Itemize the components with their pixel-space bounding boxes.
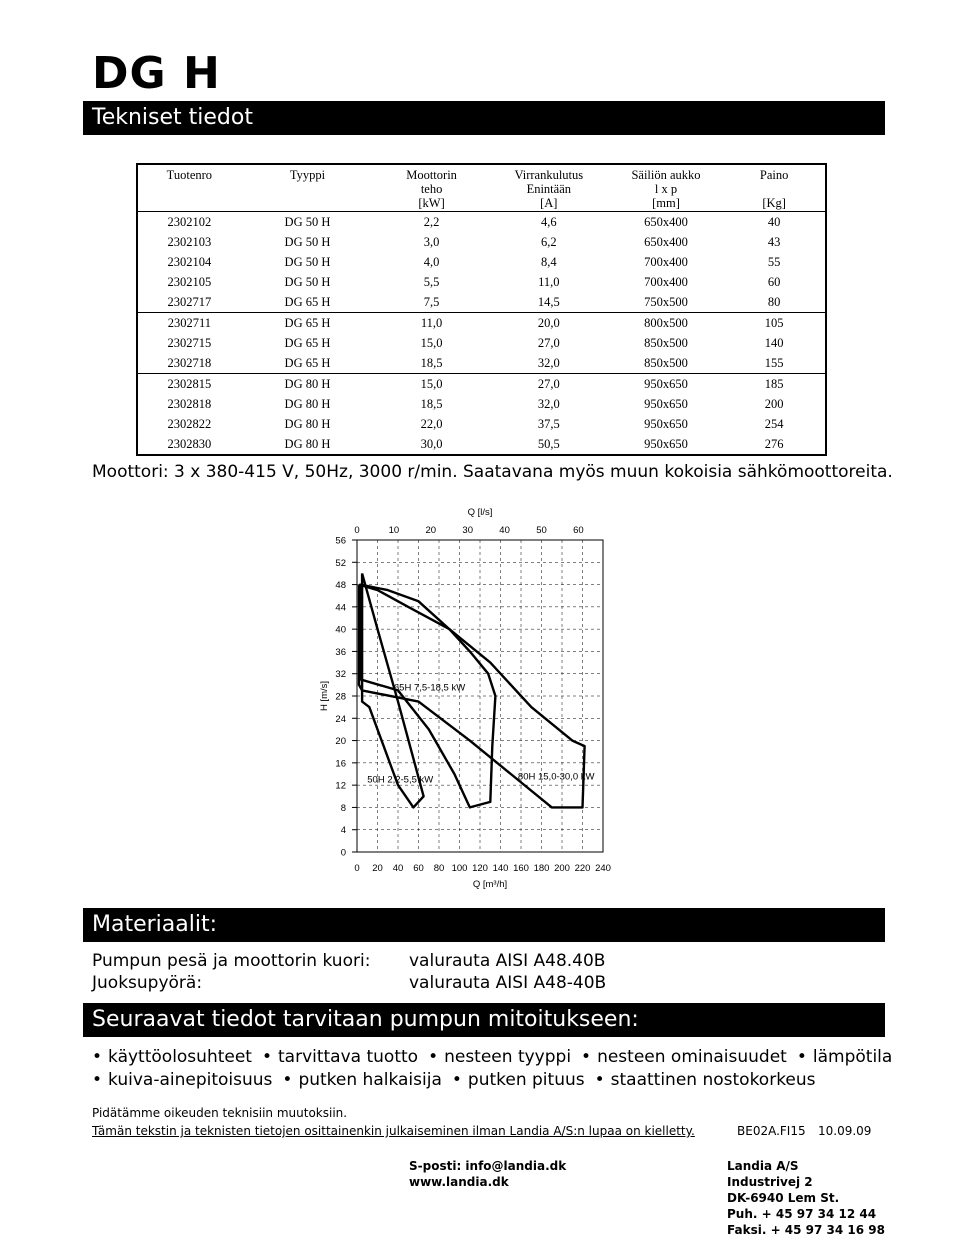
table-cell: DG 65 H (241, 313, 375, 334)
material-value-1: valurauta AISI A48.40B (409, 951, 606, 971)
table-row (137, 394, 826, 414)
material-label-1: Pumpun pesä ja moottorin kuori: (92, 951, 371, 971)
table-cell: DG 80 H (284, 437, 331, 451)
table-cell: 2302818 (167, 397, 212, 411)
table-cell: 2302104 (167, 255, 212, 269)
table-cell: 7,5 (423, 295, 440, 309)
y-tick-label: 4 (340, 825, 346, 837)
table-cell: 650x400 (644, 235, 688, 249)
table-cell: 950x650 (644, 437, 688, 451)
table-cell: 200 (764, 397, 784, 411)
table-header-line: Moottorin (406, 168, 457, 182)
table-cell: DG 80 H (241, 374, 375, 395)
bullet-icon: • (261, 1047, 272, 1067)
table-cell: 43 (767, 235, 781, 249)
table-header-cell (609, 164, 724, 212)
table-cell: 20,0 (489, 313, 609, 334)
table-cell: 15,0 (420, 336, 443, 350)
requirement-item: putken pituus (467, 1070, 585, 1090)
curve-label: 80H 15,0-30,0 kW (517, 771, 595, 783)
section-header-requirements: Seuraavat tiedot tarvitaan pumpun mitoitukseen: (83, 1003, 885, 1037)
company-city: DK-6940 Lem St. (727, 1191, 840, 1205)
table-cell: 850x500 (644, 336, 688, 350)
table-cell: 3,0 (423, 235, 440, 249)
table-header-row (137, 164, 826, 212)
table-cell: DG 65 H (284, 295, 331, 309)
top-tick-label: 10 (388, 525, 400, 536)
bullet-icon: • (581, 1047, 592, 1067)
table-row (137, 212, 826, 233)
table-cell: 60 (767, 275, 781, 289)
x-tick-label: 120 (472, 863, 488, 874)
x-tick-label: 140 (492, 863, 509, 874)
doc-code: BE02A.FI15 (737, 1124, 806, 1138)
table-cell: 6,2 (540, 235, 557, 249)
disclaimer-rights: Pidätämme oikeuden teknisiin muutoksiin. (92, 1106, 348, 1120)
y-tick-label: 40 (335, 624, 346, 636)
company-phone: Puh. + 45 97 34 12 44 (727, 1207, 877, 1221)
y-tick-label: 56 (335, 535, 346, 547)
table-header-line: Enintään (526, 182, 572, 196)
table-cell: 700x400 (644, 255, 688, 269)
table-header-cell (137, 164, 241, 212)
table-cell: 30,0 (420, 437, 443, 451)
pump-curve-chart (300, 500, 660, 900)
table-body (137, 212, 826, 456)
table-header-line: Virrankulutus (514, 168, 584, 182)
x-tick-label: 220 (574, 863, 591, 874)
table-header-line: teho (420, 182, 443, 196)
table-header-line: [A] (540, 196, 558, 210)
bullet-icon: • (451, 1070, 462, 1090)
table-cell: 650x400 (644, 215, 688, 229)
x-tick-label: 60 (413, 863, 424, 874)
table-header-line: Tyyppi (289, 168, 326, 182)
table-cell: 2302822 (167, 417, 212, 431)
y-tick-label: 32 (335, 669, 346, 681)
table-header-line (723, 182, 825, 196)
disclaimer-copyright: Tämän tekstin ja teknisten tietojen osittainenkin julkaiseminen ilman Landia A/S:n lupaa on kielletty. (92, 1124, 695, 1138)
requirements-line-1 (92, 1047, 902, 1067)
material-value-2: valurauta AISI A48-40B (409, 973, 607, 993)
requirement-item: tarvittava tuotto (278, 1047, 419, 1067)
table-cell: 80 (767, 295, 781, 309)
bullet-icon: • (92, 1047, 103, 1067)
table-row (137, 232, 826, 252)
company-fax: Faksi. + 45 97 34 16 98 (727, 1223, 886, 1237)
x-axis-label: Q [m³/h] (472, 879, 508, 890)
table-cell: DG 65 H (284, 336, 331, 350)
table-cell: 50,5 (537, 437, 560, 451)
table-cell: 800x500 (609, 313, 724, 334)
x-tick-label: 200 (554, 863, 570, 874)
doc-date: 10.09.09 (818, 1124, 872, 1138)
motor-note: Moottori: 3 x 380-415 V, 50Hz, 3000 r/min. Saatavana myös muun kokoisia sähkömoottoreita. (92, 462, 893, 482)
y-tick-label: 52 (335, 557, 346, 569)
y-tick-label: 12 (335, 780, 346, 792)
table-cell: 5,5 (423, 275, 440, 289)
table-cell: 2302830 (167, 437, 212, 451)
table-cell: 276 (764, 437, 784, 451)
table-row (137, 374, 826, 395)
table-cell: 254 (764, 417, 784, 431)
section-header-materials: Materiaalit: (83, 908, 885, 942)
contact-email[interactable]: S-posti: info@landia.dk (409, 1159, 567, 1173)
table-cell: 750x500 (644, 295, 688, 309)
table-cell: DG 50 H (284, 275, 331, 289)
table-cell: 18,5 (420, 397, 443, 411)
top-tick-label: 60 (573, 525, 584, 536)
requirement-item: lämpötila (812, 1047, 893, 1067)
requirement-item: nesteen ominaisuudet (597, 1047, 787, 1067)
table-cell: 11,0 (374, 313, 489, 334)
y-tick-label: 16 (335, 758, 346, 770)
y-tick-label: 36 (335, 646, 346, 658)
table-cell: 4,0 (423, 255, 440, 269)
bullet-icon: • (92, 1070, 103, 1090)
top-tick-label: 0 (354, 525, 360, 536)
top-tick-label: 40 (499, 525, 510, 536)
table-cell: 11,0 (538, 275, 560, 289)
table-row (137, 434, 826, 455)
table-cell: 37,5 (537, 417, 560, 431)
requirement-item: putken halkaisija (298, 1070, 442, 1090)
y-axis-label: H [m/s] (319, 680, 330, 712)
table-cell: 950x650 (644, 417, 688, 431)
table-row (137, 272, 826, 292)
contact-web-block (409, 1158, 566, 1190)
table-header-cell (489, 164, 609, 212)
bullet-icon: • (594, 1070, 605, 1090)
top-axis-label: Q [l/s] (467, 507, 493, 518)
y-tick-label: 24 (335, 713, 346, 725)
table-row (137, 252, 826, 272)
x-tick-label: 180 (533, 863, 550, 874)
bullet-icon: • (796, 1047, 807, 1067)
top-tick-label: 20 (425, 525, 437, 536)
table-cell: 40 (767, 215, 781, 229)
x-tick-label: 0 (354, 863, 360, 874)
curve-label: 50H 2,2-5,5 kW (367, 774, 434, 786)
section-header-tech: Tekniset tiedot (83, 101, 885, 135)
top-tick-label: 50 (536, 525, 547, 536)
table-cell: 2302815 (137, 374, 241, 395)
x-tick-label: 40 (392, 863, 404, 874)
contact-website[interactable]: www.landia.dk (409, 1175, 509, 1189)
table-cell: 22,0 (420, 417, 443, 431)
table-cell: 140 (764, 336, 784, 350)
y-tick-label: 28 (335, 691, 346, 703)
table-cell: DG 80 H (284, 417, 331, 431)
table-cell: DG 50 H (284, 215, 331, 229)
table-cell: 32,0 (537, 397, 560, 411)
table-header-line: l x p (654, 182, 678, 196)
company-street: Industrivej 2 (727, 1175, 813, 1189)
table-cell: 27,0 (489, 374, 609, 395)
material-label-2: Juoksupyörä: (92, 973, 203, 993)
table-cell: DG 80 H (284, 397, 331, 411)
x-tick-label: 160 (513, 863, 529, 874)
y-tick-label: 8 (340, 802, 346, 814)
table-header-line: [mm] (652, 196, 680, 210)
table-cell: 2302103 (167, 235, 212, 249)
table-cell: 2302718 (167, 356, 212, 370)
y-tick-label: 44 (335, 602, 346, 614)
table-cell: 27,0 (537, 336, 560, 350)
table-cell: 850x500 (644, 356, 688, 370)
spec-table (136, 163, 827, 456)
table-cell: 700x400 (644, 275, 688, 289)
x-tick-label: 100 (451, 863, 468, 874)
curve-label: 65H 7,5-18,5 kW (393, 682, 466, 694)
contact-address-block (727, 1158, 885, 1238)
table-cell: 15,0 (374, 374, 489, 395)
x-tick-label: 80 (433, 863, 445, 874)
table-header-cell (723, 164, 826, 212)
table-cell: 105 (723, 313, 826, 334)
table-cell: DG 50 H (284, 235, 331, 249)
table-cell: 2,2 (423, 215, 440, 229)
company-name: Landia A/S (727, 1159, 799, 1173)
table-cell: 2302105 (167, 275, 212, 289)
table-row (137, 333, 826, 353)
y-tick-label: 48 (335, 580, 346, 592)
table-header-line: Säiliön aukko (631, 168, 701, 182)
y-tick-label: 20 (335, 736, 346, 748)
table-cell: 2302102 (167, 215, 212, 229)
table-row (137, 292, 826, 313)
top-tick-label: 30 (462, 525, 473, 536)
table-cell: 14,5 (537, 295, 560, 309)
table-cell: 950x650 (609, 374, 724, 395)
table-cell: 18,5 (420, 356, 443, 370)
requirement-item: käyttöolosuhteet (108, 1047, 252, 1067)
x-tick-label: 20 (372, 863, 383, 874)
table-cell: 2302715 (167, 336, 212, 350)
table-cell: 2302711 (137, 313, 241, 334)
x-tick-label: 240 (595, 863, 611, 874)
table-cell: DG 50 H (284, 255, 331, 269)
table-cell: DG 65 H (284, 356, 331, 370)
table-cell: 2302717 (167, 295, 212, 309)
requirements-line-2 (92, 1070, 826, 1090)
table-cell: 55 (767, 255, 781, 269)
table-row (137, 353, 826, 374)
page-title: DG H (92, 48, 221, 99)
table-row (137, 313, 826, 334)
table-header-line: [Kg] (762, 196, 786, 210)
table-cell: 185 (723, 374, 826, 395)
y-tick-label: 0 (340, 847, 346, 859)
table-header-cell (374, 164, 489, 212)
table-cell: 8,4 (540, 255, 557, 269)
requirement-item: kuiva-ainepitoisuus (108, 1070, 273, 1090)
requirement-item: staattinen nostokorkeus (610, 1070, 816, 1090)
requirement-item: nesteen tyyppi (444, 1047, 572, 1067)
table-header-line: [kW] (418, 196, 445, 210)
table-header-cell (241, 164, 375, 212)
table-row (137, 414, 826, 434)
table-cell: 32,0 (537, 356, 560, 370)
table-header-line: Tuotenro (166, 168, 213, 182)
table-cell: 155 (764, 356, 784, 370)
table-cell: 4,6 (540, 215, 557, 229)
bullet-icon: • (282, 1070, 293, 1090)
bullet-icon: • (428, 1047, 439, 1067)
table-cell: 950x650 (644, 397, 688, 411)
table-header-line: Paino (759, 168, 789, 182)
